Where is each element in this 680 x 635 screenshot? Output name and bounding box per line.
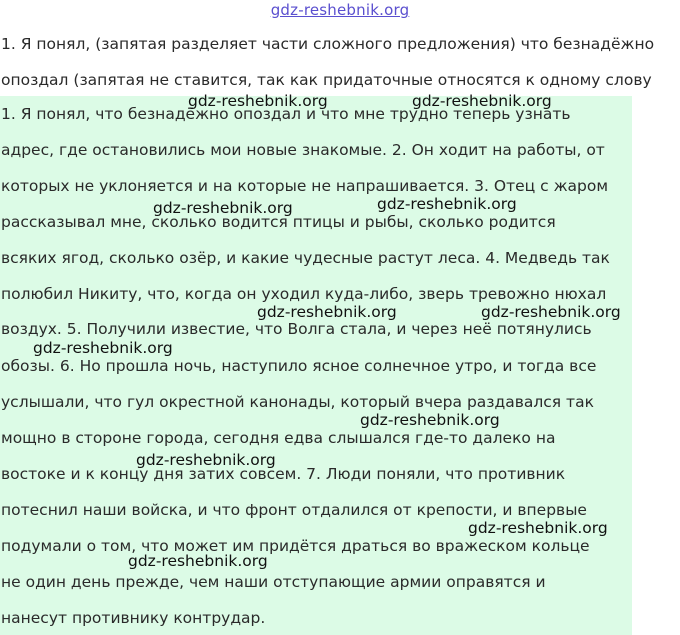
watermark-text: gdz-reshebnik.org — [412, 92, 552, 110]
answer-line: адрес, где остановились мои новые знакомые. 2. Он ходит на работы, от — [1, 141, 605, 159]
answer-line: воздух. 5. Получили известие, что Волга стала, и через неё потянулись — [1, 320, 592, 338]
answer-line: не один день прежде, чем наши отступающие армии оправятся и — [1, 573, 546, 591]
intro-line: 1. Я понял, (запятая разделяет части сложного предложения) что безнадёжно — [1, 35, 655, 53]
answer-line: подумали о том, что может им придётся драться во вражеском кольце — [1, 537, 590, 555]
answer-line: рассказывал мне, сколько водится птицы и рыбы, сколько родится — [1, 213, 556, 231]
watermark-text: gdz-reshebnik.org — [136, 451, 276, 469]
answer-line: обозы. 6. Но прошла ночь, наступило ясное солнечное утро, и тогда все — [1, 357, 597, 375]
intro-line: опоздал (запятая не ставится, так как придаточные относятся к одному слову — [1, 71, 652, 89]
site-watermark-link[interactable]: gdz-reshebnik.org — [270, 1, 410, 19]
watermark-text: gdz-reshebnik.org — [33, 339, 173, 357]
answer-line: востоке и к концу дня затих совсем. 7. Люди поняли, что противник — [1, 465, 566, 483]
answer-line: полюбил Никиту, что, когда он уходил куда-либо, зверь тревожно нюхал — [1, 285, 607, 303]
answer-line: нанесут противнику контрудар. — [1, 609, 266, 627]
answer-line: потеснил наши войска, и что фронт отдалился от крепости, и впервые — [1, 501, 587, 519]
answer-line: которых не уклоняется и на которые не напрашивается. 3. Отец с жаром — [1, 177, 609, 195]
watermark-text: gdz-reshebnik.org — [360, 411, 500, 429]
watermark-text: gdz-reshebnik.org — [153, 199, 293, 217]
watermark-text: gdz-reshebnik.org — [257, 303, 397, 321]
watermark-text: gdz-reshebnik.org — [188, 92, 328, 110]
answer-line: услышали, что гул окрестной канонады, который вчера раздавался так — [1, 393, 594, 411]
watermark-text: gdz-reshebnik.org — [481, 303, 621, 321]
answer-line: всяких ягод, сколько озёр, и какие чудесные растут леса. 4. Медведь так — [1, 249, 610, 267]
answer-line: 1. Я понял, что безнадёжно опоздал и что мне трудно теперь узнать — [1, 105, 571, 123]
answer-line: мощно в стороне города, сегодня едва слышался где-то далеко на — [1, 429, 556, 447]
watermark-text: gdz-reshebnik.org — [377, 195, 517, 213]
watermark-text: gdz-reshebnik.org — [468, 519, 608, 537]
watermark-text: gdz-reshebnik.org — [128, 552, 268, 570]
